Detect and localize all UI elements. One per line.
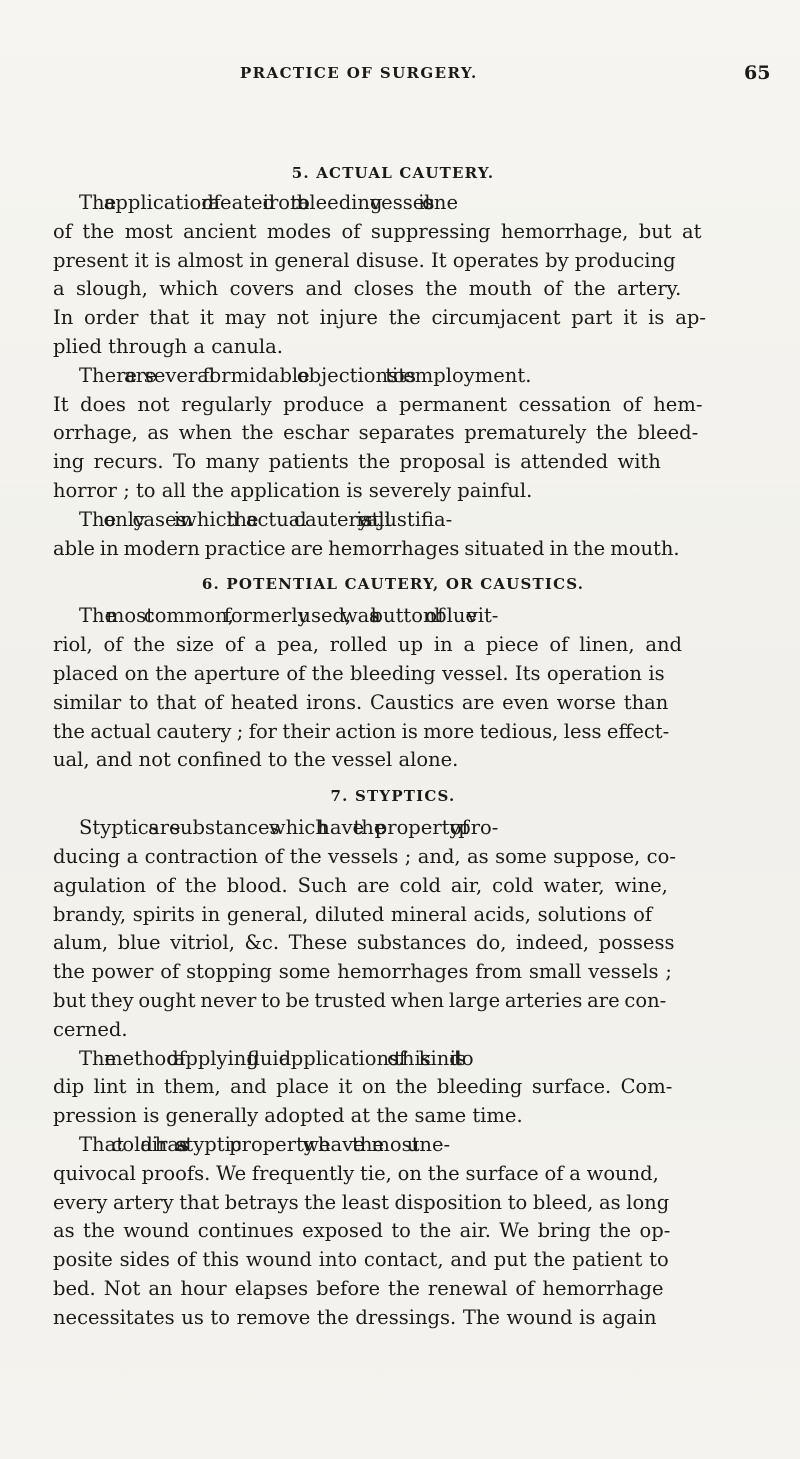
text-line: present it is almost in general disuse. It operates by producing (53, 248, 676, 272)
text-line: ducing a contraction of the vessels ; and, as some suppose, co- (53, 844, 676, 868)
text-line: Styptics are substances which have the property of pro- (79, 816, 499, 840)
text-line: It does not regularly produce a permanent cessation of hem- (53, 392, 703, 416)
section-actual-cautery (53, 189, 733, 563)
text-line: ing recurs. To many patients the proposal is attended with (53, 450, 661, 474)
text-line: The only cases in which the actual cautery is at all justifia- (79, 507, 453, 531)
section-heading-styptics: 7. STYPTICS. (330, 787, 456, 806)
text-line: In order that it may not injure the circumjacent part it is ap- (53, 306, 706, 330)
text-line: a slough, which covers and closes the mouth of the artery. (53, 277, 682, 301)
page-number: 65 (744, 62, 771, 84)
text-line: agulation of the blood. Such are cold air, cold water, wine, (53, 873, 668, 897)
text-line: pression is generally adopted at the same time. (53, 1104, 523, 1128)
text-line: The application of a heated iron to a bleeding vessel is one (79, 191, 458, 214)
section-heading-actual-cautery: 5. ACTUAL CAUTERY. (291, 164, 495, 182)
text-line: every artery that betrays the least disposition to bleed, as long (53, 1190, 670, 1214)
text-line: but they ought never to be trusted when large arteries are con- (53, 988, 667, 1012)
text-line: The most common, formerly used, was a button of blue vit- (79, 604, 499, 628)
page-body (53, 162, 733, 1332)
text-line: There are several formidable objections to its employment. (79, 363, 532, 387)
text-line: the actual cautery ; for their action is more tedious, less effect- (53, 719, 670, 743)
text-line: ual, and not confined to the vessel alone. (53, 748, 459, 772)
text-line: as the wound continues exposed to the air. We bring the op- (53, 1219, 671, 1243)
text-line: bed. Not an hour elapses before the renewal of hemorrhage (53, 1276, 664, 1300)
text-line: of the most ancient modes of suppressing hemorrhage, but at (53, 219, 702, 243)
text-line: brandy, spirits in general, diluted mineral acids, solutions of (53, 902, 653, 926)
text-line: The method of applying fluid applications of this kind is to (79, 1046, 474, 1070)
text-line: similar to that of heated irons. Caustics are even worse than (53, 690, 669, 714)
text-line: placed on the aperture of the bleeding vessel. Its operation is (53, 661, 665, 685)
section-heading-potential-cautery: 6. POTENTIAL CAUTERY, OR CAUSTICS. (201, 575, 585, 594)
text-line: plied through a canula. (53, 334, 283, 358)
text-line: riol, of the size of a pea, rolled up in a piece of linen, and (53, 633, 682, 657)
text-line: alum, blue vitriol, &c. These substances do, indeed, possess (53, 931, 675, 955)
section-styptics (53, 814, 733, 1332)
text-line: able in modern practice are hemorrhages situated in the mouth. (53, 536, 680, 560)
text-line: orrhage, as when the eschar separates prematurely the bleed- (53, 421, 699, 445)
text-line: horror ; to all the application is severely painful. (53, 478, 533, 502)
running-title: PRACTICE OF SURGERY. (240, 64, 478, 82)
text-line: That cold air has a styptic property we have the most une- (79, 1132, 451, 1156)
text-line: quivocal proofs. We frequently tie, on the surface of a wound, (53, 1161, 659, 1185)
text-line: posite sides of this wound into contact, and put the patient to (53, 1248, 669, 1272)
section-potential-cautery (53, 602, 733, 775)
text-line: necessitates us to remove the dressings. The wound is again (53, 1305, 657, 1329)
text-line: dip lint in them, and place it on the bleeding surface. Com- (53, 1075, 673, 1099)
running-head (0, 64, 800, 86)
text-line: the power of stopping some hemorrhages from small vessels ; (53, 960, 672, 984)
text-line: cerned. (53, 1017, 128, 1041)
